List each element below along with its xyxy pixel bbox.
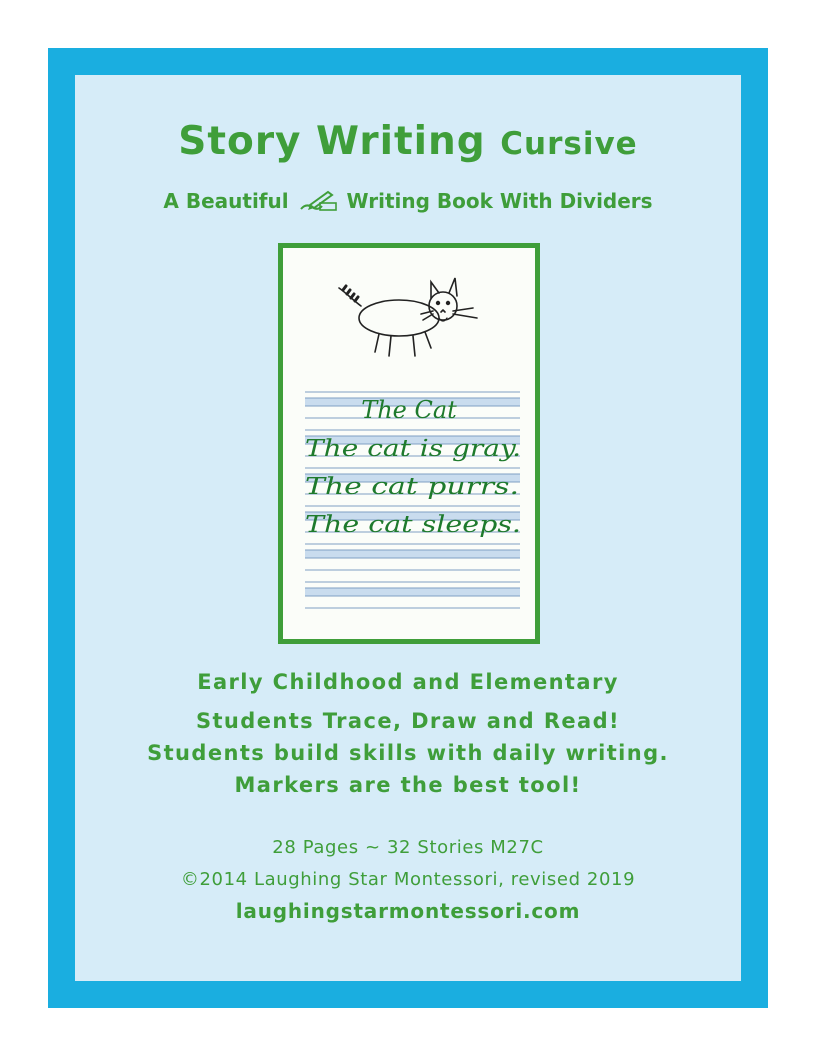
feature-3: Markers are the best tool! (234, 773, 582, 797)
page-count-info: 28 Pages ~ 32 Stories M27C (272, 837, 544, 858)
writing-lines (305, 392, 520, 608)
audience-heading: Early Childhood and Elementary (197, 670, 619, 694)
story-title: The Cat (361, 396, 457, 424)
feature-2: Students build skills with daily writing. (147, 741, 669, 765)
feature-1: Students Trace, Draw and Read! (195, 709, 621, 733)
title-secondary: Cursive (500, 126, 638, 162)
cat-drawing (339, 278, 477, 356)
subtitle-after: Writing Book With Dividers (346, 189, 653, 213)
title-main: Story Writing (178, 119, 486, 164)
subtitle-before: A Beautiful (163, 189, 289, 213)
website-link[interactable]: laughingstarmontessori.com (235, 899, 581, 923)
subtitle (75, 187, 741, 215)
pen-writing-icon (298, 189, 338, 213)
story-line-1: The cat is gray. (305, 436, 521, 462)
sample-page-image (278, 243, 540, 644)
book-title (75, 118, 741, 168)
story-line-3: The cat sleeps. (305, 512, 521, 538)
copyright: ©2014 Laughing Star Montessori, revised 2019 (180, 869, 636, 890)
story-line-2: The cat purrs. (305, 474, 519, 500)
